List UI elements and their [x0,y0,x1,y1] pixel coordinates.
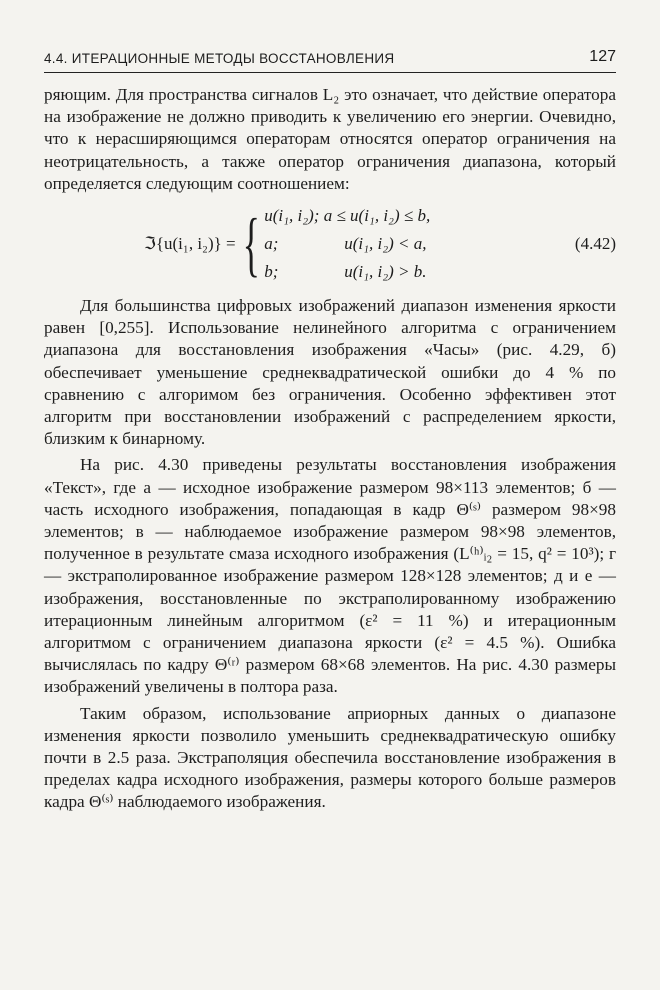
case-2-value: a; [264,233,279,253]
case-1: u(i₁, i₂); a ≤ u(i₁, i₂) ≤ b, [264,205,431,225]
equation-lhs: ℑ{u(i₁, i₂)} = [144,233,236,253]
paragraph-2: Для большинства цифровых изображений диапазон изменения яркости равен [0,255]. Использование нелинейного алгоритма с ограничением диапазона для восстановления изображения «Часы» (рис. 4.29, б) обеспечивает уменьшение среднеквадратической ошибки до 4 % по сравнению с алгоримом без ограничения. Особенно эффективен этот алгоритм при восстановлении изображений с распределением яркости, близким к бинарному. [44,296,616,449]
paragraph-3: На рис. 4.30 приведены результаты восстановления изображения «Текст», где а — исходное изображение размером 98×113 элементов; б — часть исходного изображения, попадающая в кадр Θ⁽ˢ⁾ размером 98×98 элементов; в — наблюдаемое изображение размером 98×98 элементов, полученное в результате смаза исходного изображения (L⁽ʰ⁾ᵢ₂ = 15, q² = 10³); г — экстраполированное изображение размером 128×128 элементов; д и е — изображения, восстановленные по экстраполированному изображению итерационным линейным алгоритмом (ε² = 11 %) и итерационным алгоритмом с ограничением диапазона яркости (ε² = 4.5 %). Ошибка вычислялась по кадру Θ⁽ʳ⁾ размером 68×68 элементов. На рис. 4.30 размеры изображений увеличены в полтора раза. [44,455,616,697]
equation-number: (4.42) [574,233,616,253]
equation-cases [264,205,430,284]
page-body [44,84,616,814]
case-3-value: b; [264,262,279,282]
paragraph-4: Таким образом, использование априорных данных о диапазоне изменения яркости позволило уменьшить среднеквадратическую ошибку почти в 2.5 раза. Экстраполяция обеспечила восстановление изображения в пределах кадра исходного изображения, размеры которого больше размеров кадра Θ⁽ˢ⁾ наблюдаемого изображения. [44,703,616,812]
equation-4-42 [44,201,616,287]
case-2-condition: u(i₁, i₂) < a, [344,233,427,253]
case-3-condition: u(i₁, i₂) > b. [344,262,427,282]
case-row-3 [264,261,430,283]
paragraph-1: ряющим. Для пространства сигналов L₂ это означает, что действие оператора на изображение не должно приводить к увеличению его энергии. Очевидно, что к нерасширяющимся операторам относятся оператор ограничения на неотрицательность, а также оператор ограничения диапазона, который определяется следующим соотношением: [44,85,616,193]
case-row-2 [264,233,430,255]
case-row-1 [264,205,430,227]
left-brace: { [242,204,260,285]
running-header [44,48,616,73]
page-number: 127 [589,48,616,65]
running-title: 4.4. ИТЕРАЦИОННЫЕ МЕТОДЫ ВОССТАНОВЛЕНИЯ [44,51,395,66]
